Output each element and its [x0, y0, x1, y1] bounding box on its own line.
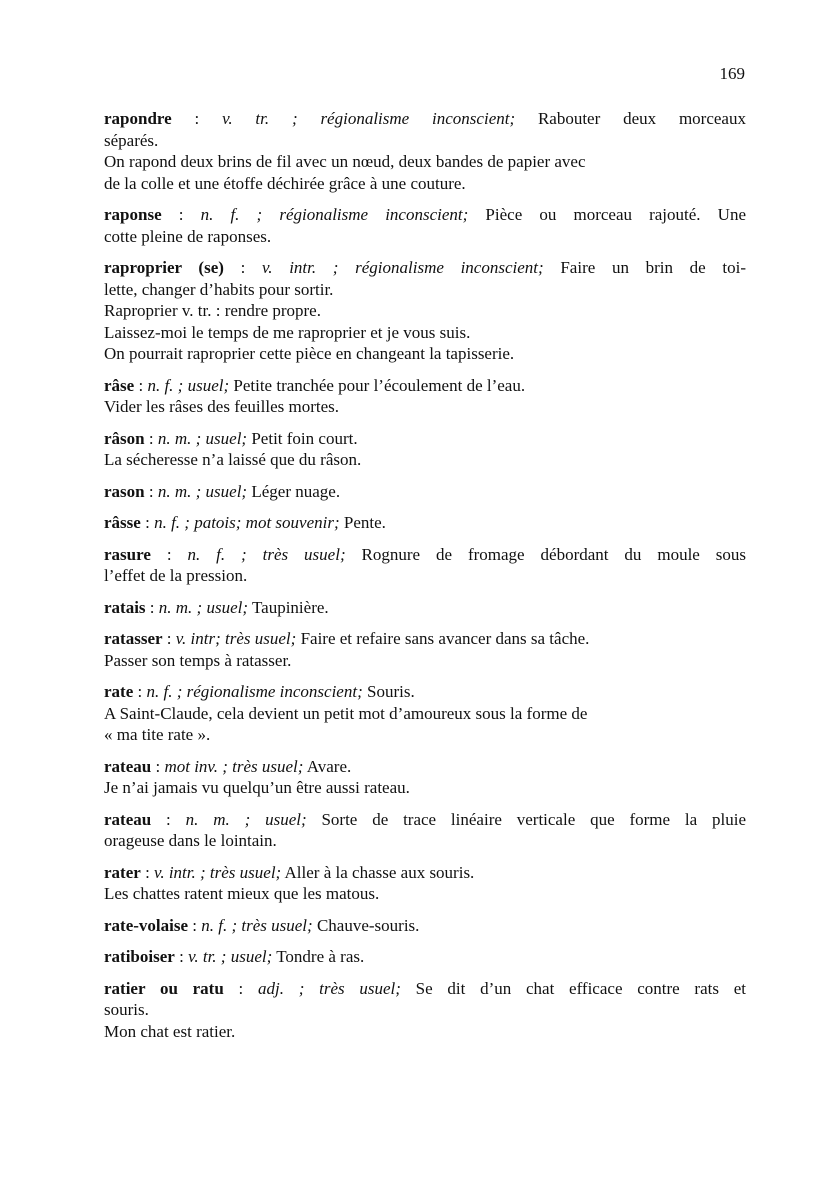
entry-definition: cotte pleine de raponses.: [104, 226, 272, 246]
entry-line: [104, 130, 746, 152]
dictionary-entry: [104, 809, 746, 852]
entry-example: A Saint-Claude, cela devient un petit mot d’amoureux sous la forme de: [104, 703, 588, 723]
entry-headword: râse: [104, 375, 135, 395]
entry-grammar: n. m. ; usuel;: [157, 428, 248, 448]
entry-line: râson : n. m. ; usuel; Petit foin court.: [104, 428, 358, 448]
entry-grammar: n. f. ; usuel;: [147, 375, 230, 395]
entry-example: La sécheresse n’a laissé que du râson.: [104, 450, 362, 469]
entry-line: ratasser : v. intr; très usuel; Faire et refaire sans avancer dans sa tâche.: [104, 629, 590, 648]
entry-grammar: n. f. ; patois; mot souvenir;: [154, 513, 340, 532]
dictionary-entry: [104, 512, 746, 534]
entry-definition: Faire et refaire sans avancer dans sa tâche.: [300, 629, 590, 648]
entry-line: [104, 279, 746, 301]
entry-line: ratiboiser : v. tr. ; usuel; Tondre à ras.: [104, 947, 365, 966]
entry-definition: Chauve-souris.: [316, 915, 420, 935]
entry-line: rason : n. m. ; usuel; Léger nuage.: [104, 481, 341, 501]
page-number: 169: [719, 64, 745, 83]
entry-example: Passer son temps à ratasser.: [104, 650, 292, 670]
entry-grammar: v. tr. ; régionalisme inconscient;: [222, 109, 516, 128]
entry-definition: Se dit d’un chat efficace contre rats et: [415, 978, 746, 998]
entry-definition: Rognure de fromage débordant du moule sous: [361, 544, 746, 564]
dictionary-entry: [104, 862, 746, 905]
dictionary-entry: [104, 544, 746, 587]
entry-line: ratier ou ratu : adj. ; très usuel; Se dit d’un chat efficace contre rats et: [104, 978, 746, 998]
entry-definition: Pièce ou morceau rajouté. Une: [485, 205, 746, 224]
dictionary-entry: [104, 756, 746, 799]
entry-line: rate-volaise : n. f. ; très usuel; Chauve-souris.: [104, 915, 420, 935]
dictionary-entry: [104, 481, 746, 503]
entry-definition: orageuse dans le lointain.: [104, 831, 277, 850]
entry-grammar: n. f. ; très usuel;: [201, 915, 313, 935]
entry-line: ratais : n. m. ; usuel; Taupinière.: [104, 597, 329, 617]
entry-line: raproprier (se) : v. intr. ; régionalisme inconscient; Faire un brin de toi-: [104, 258, 747, 277]
entry-line: rateau : n. m. ; usuel; Sorte de trace linéaire verticale que forme la pluie: [104, 809, 746, 829]
dictionary-entry: [104, 946, 746, 968]
entry-example: Vider les râses des feuilles mortes.: [104, 397, 340, 416]
dictionary-entry: [104, 915, 746, 937]
entry-line: rate : n. f. ; régionalisme inconscient; Souris.: [104, 682, 415, 701]
dictionary-entry: [104, 978, 746, 1043]
entry-definition: Aller à la chasse aux souris.: [284, 862, 475, 882]
entry-headword: râsse: [104, 513, 141, 532]
entry-grammar: n. f. ; très usuel;: [187, 544, 346, 564]
entry-example: « ma tite rate ».: [104, 725, 211, 744]
entry-headword: raponse: [104, 205, 162, 224]
entry-grammar: adj. ; très usuel;: [258, 978, 401, 998]
entry-grammar: n. f. ; régionalisme inconscient;: [200, 205, 469, 224]
entry-example: Les chattes ratent mieux que les matous.: [104, 884, 380, 903]
entry-grammar: n. f. ; régionalisme inconscient;: [146, 682, 363, 701]
entry-example: Mon chat est ratier.: [104, 1021, 236, 1041]
dictionary-entry: [104, 628, 746, 671]
entry-grammar: v. intr; très usuel;: [175, 629, 297, 648]
entry-definition: lette, changer d’habits pour sortir.: [104, 279, 334, 299]
entry-definition: Souris.: [367, 682, 415, 701]
entry-line: râsse : n. f. ; patois; mot souvenir; Pente.: [104, 513, 386, 532]
dictionary-entry: [104, 597, 746, 619]
entry-line: [104, 999, 746, 1021]
entry-line: rater : v. intr. ; très usuel; Aller à la chasse aux souris.: [104, 862, 475, 882]
entry-headword: raproprier (se): [104, 258, 224, 277]
entry-line: [104, 226, 746, 248]
dictionary-entry: [104, 257, 746, 365]
entry-definition: Rabouter deux morceaux: [537, 109, 746, 128]
entry-grammar: n. m. ; usuel;: [158, 597, 249, 617]
entry-line: rateau : mot inv. ; très usuel; Avare.: [104, 756, 352, 776]
entry-line: [104, 565, 746, 587]
entry-line: raponse : n. f. ; régionalisme inconscient; Pièce ou morceau rajouté. Une: [104, 205, 746, 224]
entry-grammar: mot inv. ; très usuel;: [164, 756, 304, 776]
entry-grammar: v. intr. ; très usuel;: [154, 862, 282, 882]
entry-definition: Avare.: [306, 756, 352, 776]
dictionary-entry: [104, 375, 746, 418]
entry-headword: rater: [104, 862, 141, 882]
entry-headword: rate: [104, 682, 134, 701]
entry-list: [104, 108, 746, 1052]
entry-grammar: n. m. ; usuel;: [157, 481, 248, 501]
entry-headword: rate-volaise: [104, 915, 189, 935]
entry-definition: Faire un brin de toi-: [560, 258, 747, 277]
entry-headword: râson: [104, 428, 145, 448]
entry-definition: Pente.: [343, 513, 386, 532]
entry-grammar: v. tr. ; usuel;: [188, 947, 273, 966]
entry-headword: rapondre: [104, 109, 172, 128]
entry-grammar: n. m. ; usuel;: [185, 809, 307, 829]
entry-headword: ratier ou ratu: [104, 978, 224, 998]
entry-definition: Taupinière.: [251, 597, 329, 617]
entry-headword: rason: [104, 481, 145, 501]
entry-definition: l’effet de la pression.: [104, 566, 248, 585]
entry-headword: rasure: [104, 544, 151, 564]
entry-headword: ratais: [104, 597, 146, 617]
entry-definition: séparés.: [104, 130, 159, 150]
entry-definition: Tondre à ras.: [276, 947, 365, 966]
dictionary-entry: [104, 204, 746, 247]
entry-example: Laissez-moi le temps de me raproprier et je vous suis.: [104, 322, 471, 342]
entry-definition: Sorte de trace linéaire verticale que forme la pluie: [321, 809, 746, 829]
dictionary-entry: [104, 428, 746, 471]
entry-example: de la colle et une étoffe déchirée grâce à une couture.: [104, 173, 466, 193]
entry-line: [104, 830, 746, 852]
entry-definition: Petit foin court.: [251, 428, 358, 448]
entry-grammar: v. intr. ; régionalisme inconscient;: [261, 258, 544, 277]
entry-headword: ratasser: [104, 629, 163, 648]
entry-example: Je n’ai jamais vu quelqu’un être aussi rateau.: [104, 778, 410, 797]
entry-headword: ratiboiser: [104, 947, 175, 966]
entry-definition: Léger nuage.: [251, 481, 341, 501]
entry-headword: rateau: [104, 809, 152, 829]
entry-line: râse : n. f. ; usuel; Petite tranchée pour l’écoulement de l’eau.: [104, 375, 526, 395]
dictionary-entry: [104, 108, 746, 194]
dictionary-entry: [104, 681, 746, 746]
entry-example: On rapond deux brins de fil avec un nœud, deux bandes de papier avec: [104, 152, 586, 171]
entry-line: rasure : n. f. ; très usuel; Rognure de fromage débordant du moule sous: [104, 544, 746, 564]
entry-definition: Petite tranchée pour l’écoulement de l’eau.: [233, 375, 526, 395]
entry-headword: rateau: [104, 756, 152, 776]
entry-definition: souris.: [104, 1000, 149, 1019]
entry-example: Raproprier v. tr. : rendre propre.: [104, 301, 321, 320]
entry-line: rapondre : v. tr. ; régionalisme inconscient; Rabouter deux morceaux: [104, 109, 746, 128]
entry-example: On pourrait raproprier cette pièce en changeant la tapisserie.: [104, 344, 515, 363]
